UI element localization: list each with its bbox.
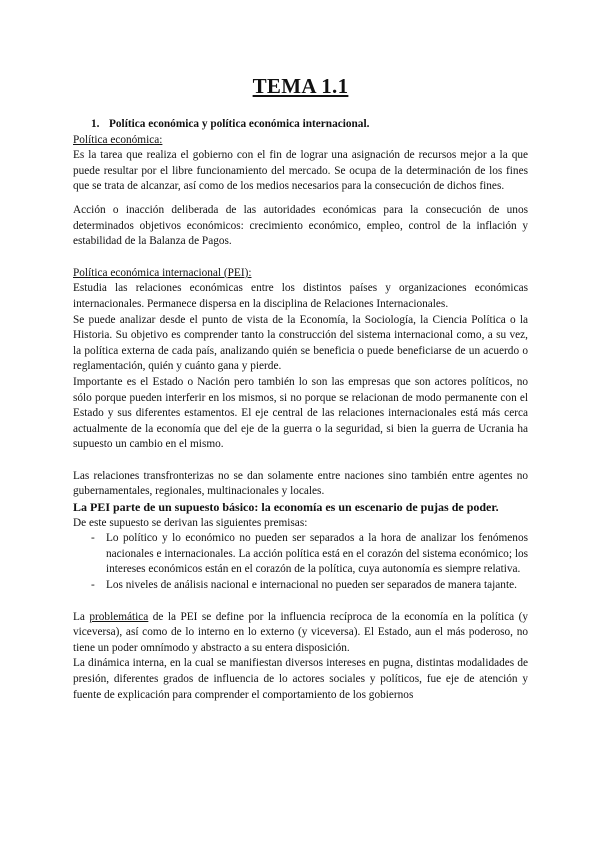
section-heading-text: Política económica y política económica internacional.: [109, 118, 370, 130]
premises-list: [73, 531, 528, 593]
spacer: [73, 453, 528, 469]
paragraph-pei-3: Importante es el Estado o Nación pero también lo son las empresas que son actores políticos, no sólo porque pueden interferir en los mismos, si no porque se relacionan de modo permanente con el Estado y sus diferentes estamentos. El eje central de las relaciones internacionales está más cerca actualmente de la economía que del eje de la guerra o la seguridad, si bien la guerra de Ucrania ha supuesto un cambio en el mismo.: [73, 375, 528, 451]
paragraph-dinamica: La dinámica interna, en la cual se manifiestan diversos intereses en pugna, distintas modalidades de presión, diferentes grados de influencia de lo actores sociales y políticos, fue eje de atención y fuente de explicación para comprender el comportamiento de los gobiernos: [73, 657, 528, 701]
list-item: - Lo político y lo económico no pueden ser separados a la hora de analizar los fenómenos nacionales e internacionales. La acción política está en el corazón del sistema económico; los intereses económicos están en el corazón de la política, cuya autonomía es siempre relativa.: [73, 531, 528, 578]
thesis-statement: La PEI parte de un supuesto básico: la economía es un escenario de pujas de poder.: [73, 500, 499, 515]
subtitle-politica-economica: Política económica:: [73, 133, 163, 146]
paragraph-pe-1: Es la tarea que realiza el gobierno con el fin de lograr una asignación de recursos mejor a la que puede resultar por el libre funcionamiento del mercado. Se ocupa de la determinación de los fines que se trata de alcanzar, así como de los medios necesarios para la consecución de dichos fines.: [73, 149, 528, 193]
spacer: [73, 250, 528, 266]
paragraph-pei-4: Las relaciones transfronterizas no se dan solamente entre naciones sino también entre agentes no gubernamentales, regionales, multinacionales y locales.: [73, 469, 528, 498]
problematica-prefix: La: [73, 610, 90, 623]
subtitle-pei: Política económica internacional (PEI):: [73, 266, 252, 279]
section-number: 1.: [91, 118, 100, 130]
paragraph-problematica: [73, 610, 528, 657]
paragraph-pei-1: Estudia las relaciones económicas entre los distintos países y organizaciones económicas internacionales. Permanece dispersa en la disciplina de Relaciones Internacionales.: [73, 282, 528, 310]
list-item: - Los niveles de análisis nacional e internacional no pueden ser separados de manera tajante.: [73, 578, 528, 594]
paragraph-pei-2: Se puede analizar desde el punto de vista de la Economía, la Sociología, la Ciencia Política o la Historia. Su objetivo es comprender tanto la construcción del sistema internacional como, a su vez, la política externa de cada país, analizando quién se beneficia o puede beneficiarse de un acuerdo o reglamentación, quién y cuánto gana y pierde.: [73, 313, 528, 373]
spacer: [73, 195, 528, 203]
premises-intro: De este supuesto se derivan las siguientes premisas:: [73, 516, 308, 529]
problematica-rest: de la PEI se define por la influencia recíproca de la economía en la política (y viceversa), así como de lo interno en lo externo (y viceversa). El Estado, aun el más poderoso, no tiene un poder omnímodo y abstracto a su entera disposición.: [73, 610, 528, 654]
section-heading: [91, 117, 528, 133]
spacer: [73, 594, 528, 610]
paragraph-pe-2: Acción o inacción deliberada de las autoridades económicas para la consecución de unos determinados objetivos económicos: crecimiento económico, empleo, control de la inflación y estabilidad de la Balanza de Pagos.: [73, 203, 528, 248]
document-body: [73, 117, 528, 703]
problematica-term: problemática: [89, 610, 149, 623]
document-title: TEMA 1.1: [252, 74, 349, 98]
